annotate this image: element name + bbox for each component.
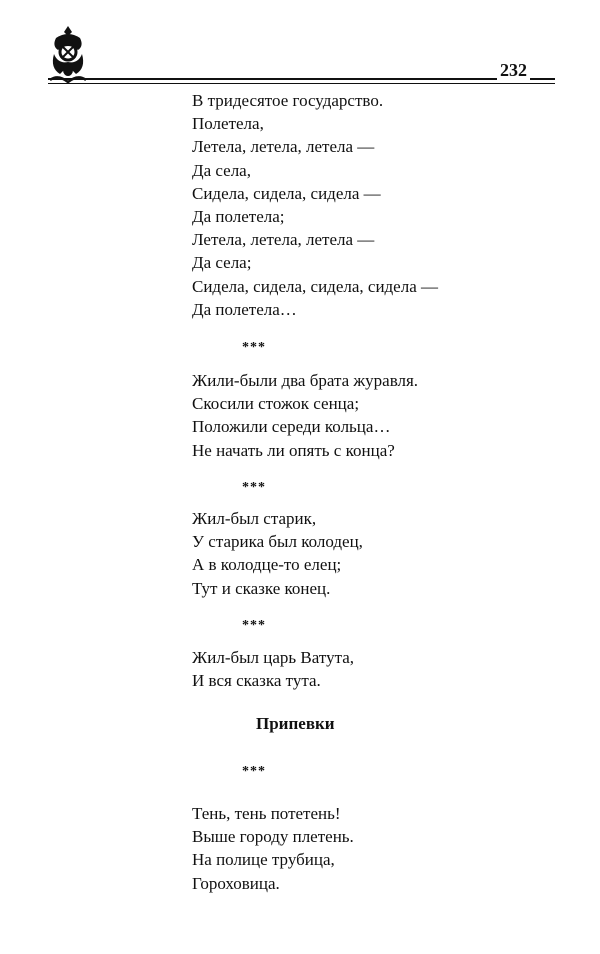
stanza-1 [192, 89, 438, 321]
stanza-3 [192, 507, 363, 600]
separator: *** [242, 618, 266, 633]
header-rule [48, 78, 555, 84]
verse-line: Да полетела… [192, 299, 297, 319]
verse-line: Жили-были два брата журавля. [192, 371, 419, 390]
verse-line: Да села, [192, 160, 251, 180]
verse-line: Летела, летела, летела — [192, 137, 375, 157]
verse-line: Не начать ли опять с конца? [192, 440, 395, 460]
verse-line: Гороховица. [192, 873, 280, 893]
stanza-2 [192, 369, 418, 462]
verse-line: Выше городу плетень. [192, 827, 354, 847]
section-heading: Припевки [256, 714, 335, 733]
verse-line: Летела, летела, летела — [192, 230, 375, 250]
verse-line: В тридесятое государство. [192, 91, 384, 110]
verse-line: И вся сказка тута. [192, 671, 321, 691]
verse-line: Положили середи кольца… [192, 417, 391, 437]
verse-line: А в колодце-то елец; [192, 555, 342, 575]
separator: *** [242, 764, 266, 779]
verse-line: Сидела, сидела, сидела — [192, 183, 381, 203]
stanza-4 [192, 646, 354, 692]
verse-line: Скосили стожок сенца; [192, 394, 360, 414]
verse-line: Жил-был царь Ватута, [192, 648, 355, 667]
stanza-5 [192, 802, 354, 895]
separator: *** [242, 340, 266, 355]
verse-line: У старика был колодец, [192, 532, 363, 552]
verse-line: Жил-был старик, [192, 509, 317, 528]
verse-line: Тень, тень потетень! [192, 804, 341, 823]
page-number: 232 [497, 60, 530, 80]
verse-line: Тут и сказке конец. [192, 578, 331, 598]
decorative-ornament-icon [48, 24, 88, 84]
verse-line: Да полетела; [192, 207, 285, 227]
verse-line: На полице трубица, [192, 850, 335, 870]
verse-line: Полетела, [192, 114, 264, 134]
separator: *** [242, 480, 266, 495]
verse-line: Да села; [192, 253, 252, 273]
verse-line: Сидела, сидела, сидела, сидела — [192, 276, 439, 296]
